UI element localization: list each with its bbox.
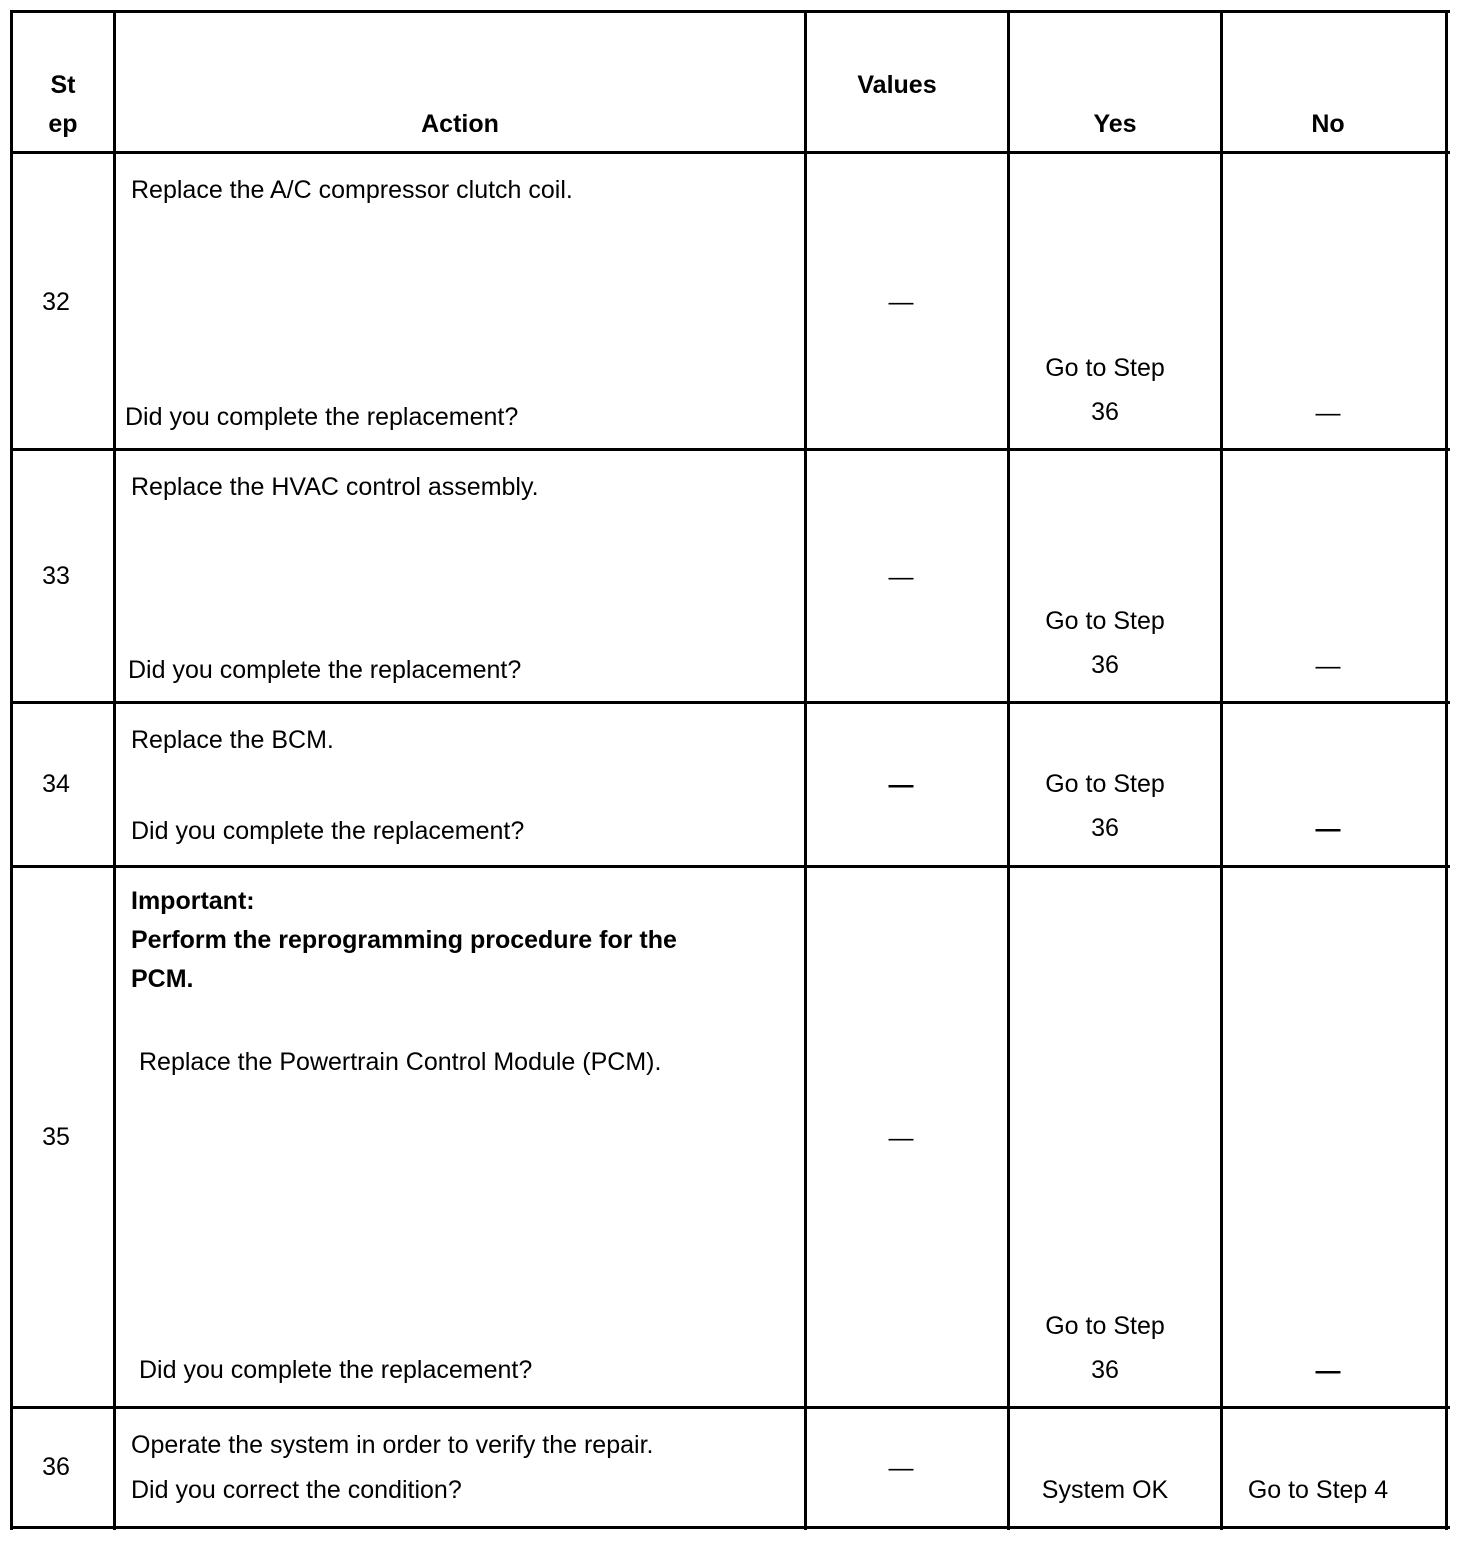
action-instruction: Replace the HVAC control assembly. bbox=[131, 473, 539, 501]
table-rule bbox=[10, 1526, 1450, 1529]
yes-goto-line2: 36 bbox=[1091, 651, 1119, 679]
yes-system-ok: System OK bbox=[1041, 1476, 1169, 1504]
action-question: Did you complete the replacement? bbox=[131, 817, 525, 845]
action-question: Did you complete the replacement? bbox=[139, 1356, 533, 1384]
values-cell: — bbox=[888, 1454, 914, 1482]
no-cell: — bbox=[1315, 399, 1341, 427]
yes-goto-line1: Go to Step bbox=[1045, 354, 1165, 382]
important-label: Important: bbox=[131, 887, 255, 915]
table-rule bbox=[10, 1406, 1450, 1409]
yes-goto-line2: 36 bbox=[1091, 1356, 1119, 1384]
no-goto: Go to Step 4 bbox=[1247, 1476, 1389, 1504]
no-cell: — bbox=[1315, 815, 1341, 843]
step-number: 34 bbox=[42, 770, 70, 798]
table-rule bbox=[10, 448, 1450, 451]
action-instruction: Replace the A/C compressor clutch coil. bbox=[131, 176, 573, 204]
action-instruction: Operate the system in order to verify the repair. bbox=[131, 1431, 654, 1459]
no-cell: — bbox=[1315, 652, 1341, 680]
header-yes: Yes bbox=[1093, 110, 1137, 138]
values-cell: — bbox=[888, 563, 914, 591]
yes-goto-line1: Go to Step bbox=[1045, 1312, 1165, 1340]
step-number: 36 bbox=[42, 1453, 70, 1481]
action-question: Did you complete the replacement? bbox=[125, 403, 519, 431]
header-step-line1: St bbox=[50, 71, 76, 99]
action-instruction: Replace the Powertrain Control Module (PCM). bbox=[139, 1048, 662, 1076]
step-number: 35 bbox=[42, 1123, 70, 1151]
yes-goto-line1: Go to Step bbox=[1045, 607, 1165, 635]
important-note-line1: Perform the reprogramming procedure for the bbox=[131, 926, 677, 954]
important-note-line2: PCM. bbox=[131, 965, 194, 993]
table-rule bbox=[10, 701, 1450, 704]
values-cell: — bbox=[888, 288, 914, 316]
step-number: 33 bbox=[42, 562, 70, 590]
table-rule bbox=[10, 10, 1450, 13]
header-values: Values bbox=[857, 71, 937, 99]
table-rule bbox=[10, 865, 1450, 868]
table-rule bbox=[1220, 10, 1223, 1530]
action-question: Did you complete the replacement? bbox=[128, 656, 522, 684]
table-rule bbox=[113, 10, 116, 1530]
values-cell: — bbox=[888, 1124, 914, 1152]
yes-goto-line2: 36 bbox=[1091, 398, 1119, 426]
table-rule bbox=[1445, 10, 1448, 1530]
values-cell: — bbox=[888, 771, 914, 799]
action-question: Did you correct the condition? bbox=[131, 1476, 462, 1504]
action-instruction: Replace the BCM. bbox=[131, 726, 334, 754]
yes-goto-line1: Go to Step bbox=[1045, 770, 1165, 798]
yes-goto-line2: 36 bbox=[1091, 814, 1119, 842]
step-number: 32 bbox=[42, 288, 70, 316]
header-step-line2: ep bbox=[48, 110, 78, 138]
header-action: Action bbox=[421, 110, 499, 138]
table-rule bbox=[10, 151, 1450, 154]
header-no: No bbox=[1311, 110, 1345, 138]
no-cell: — bbox=[1315, 1357, 1341, 1385]
